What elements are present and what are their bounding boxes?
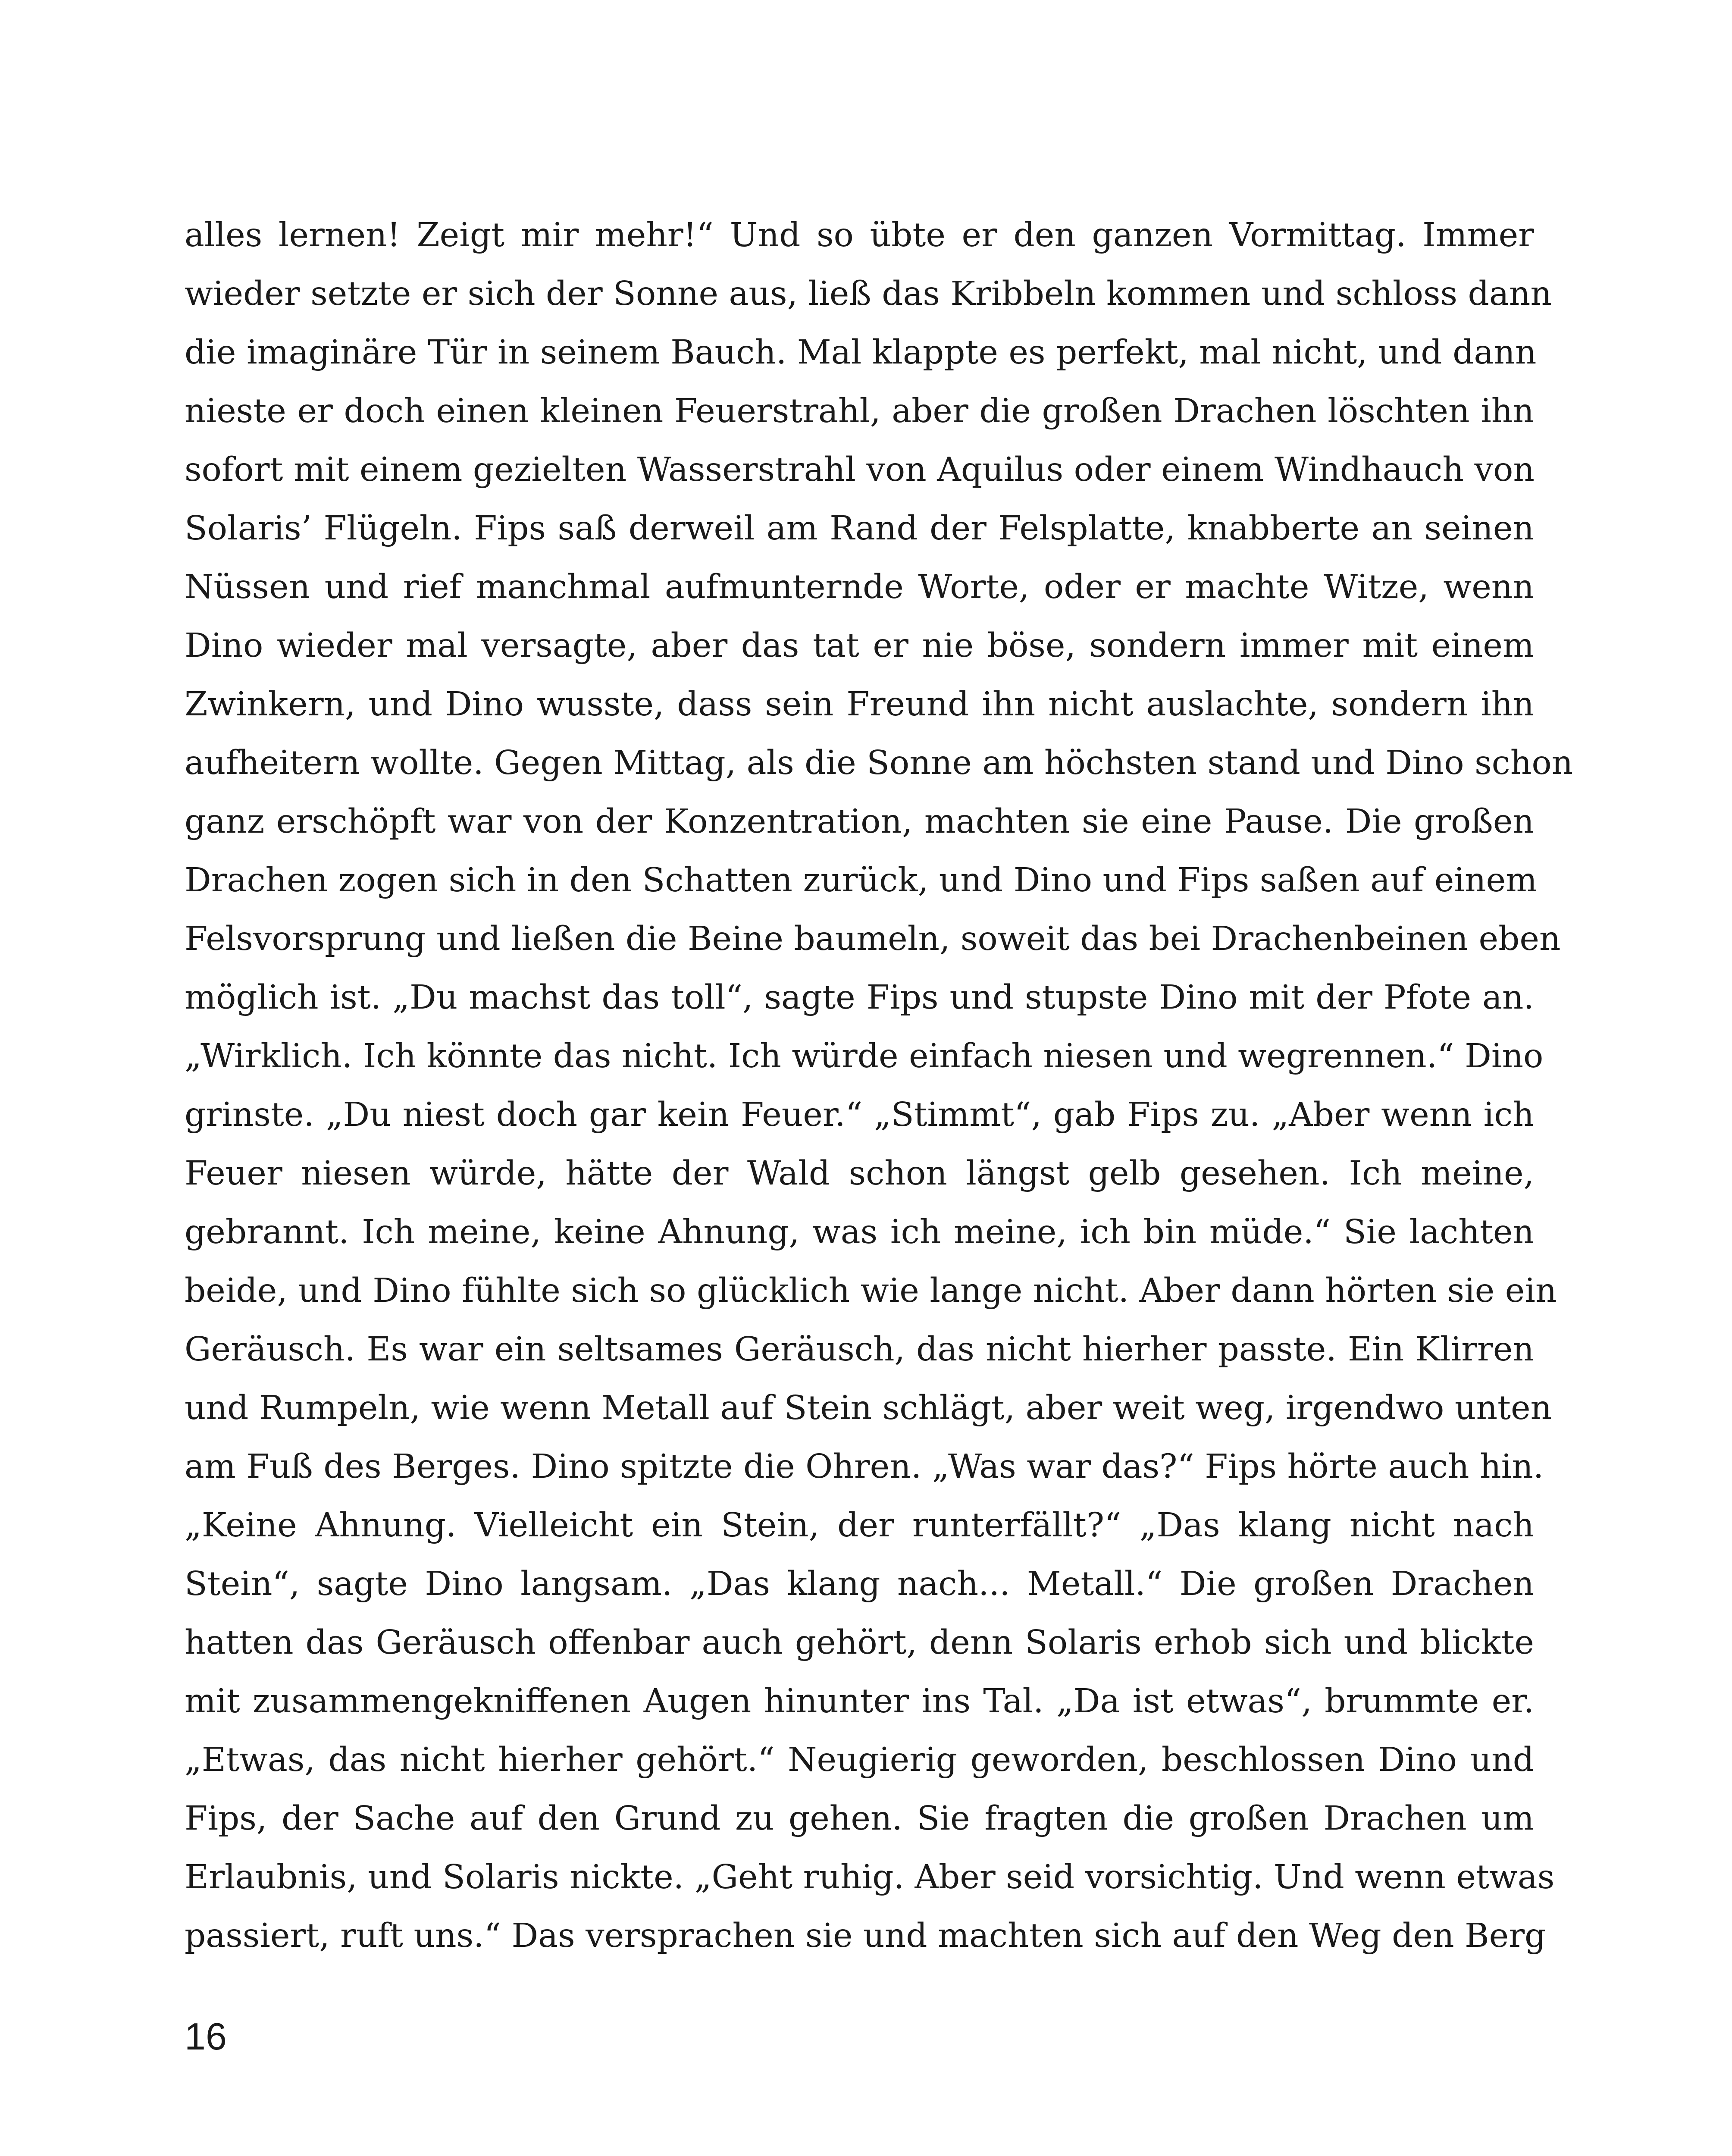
text-line: die imaginäre Tür in seinem Bauch. Mal klappte es perfekt, mal nicht, und dann — [185, 333, 1537, 372]
text-line: „Wirklich. Ich könnte das nicht. Ich würde einfach niesen und wegrennen.“ Dino — [185, 1037, 1544, 1075]
text-line: „Keine Ahnung. Vielleicht ein Stein, der runterfällt?“ „Das klang nicht nach — [185, 1506, 1534, 1545]
text-line: Stein“, sagte Dino langsam. „Das klang nach... Metall.“ Die großen Drachen — [185, 1565, 1534, 1603]
text-line: ganz erschöpft war von der Konzentration, machten sie eine Pause. Die großen — [185, 802, 1534, 841]
text-line: sofort mit einem gezielten Wasserstrahl von Aquilus oder einem Windhauch von — [185, 451, 1535, 489]
text-line: Feuer niesen würde, hätte der Wald schon längst gelb gesehen. Ich meine, — [185, 1154, 1534, 1193]
text-line: hatten das Geräusch offenbar auch gehört, denn Solaris erhob sich und blickte — [185, 1623, 1534, 1662]
text-line: Solaris’ Flügeln. Fips saß derweil am Rand der Felsplatte, knabberte an seinen — [185, 509, 1534, 548]
text-line: wieder setzte er sich der Sonne aus, ließ das Kribbeln kommen und schloss dann — [185, 275, 1552, 313]
text-line: Fips, der Sache auf den Grund zu gehen. Sie fragten die großen Drachen um — [185, 1799, 1534, 1838]
text-line: mit zusammengekniffenen Augen hinunter ins Tal. „Da ist etwas“, brummte er. — [185, 1682, 1534, 1720]
page-number: 16 — [185, 2015, 227, 2058]
text-line: möglich ist. „Du machst das toll“, sagte Fips und stupste Dino mit der Pfote an. — [185, 978, 1534, 1017]
text-line: aufheitern wollte. Gegen Mittag, als die Sonne am höchsten stand und Dino schon — [185, 744, 1573, 782]
text-line: Nüssen und rief manchmal aufmunternde Worte, oder er machte Witze, wenn — [185, 568, 1534, 606]
text-line: alles lernen! Zeigt mir mehr!“ Und so übte er den ganzen Vormittag. Immer — [185, 216, 1534, 254]
text-line: und Rumpeln, wie wenn Metall auf Stein schlägt, aber weit weg, irgendwo unten — [185, 1389, 1552, 1427]
text-line: beide, und Dino fühlte sich so glücklich wie lange nicht. Aber dann hörten sie ein — [185, 1272, 1557, 1310]
text-line: „Etwas, das nicht hierher gehört.“ Neugierig geworden, beschlossen Dino und — [185, 1741, 1534, 1779]
text-line: am Fuß des Berges. Dino spitzte die Ohren. „Was war das?“ Fips hörte auch hin. — [185, 1448, 1544, 1486]
text-line: passiert, ruft uns.“ Das versprachen sie und machten sich auf den Weg den Berg — [185, 1917, 1546, 1955]
text-line: grinste. „Du niest doch gar kein Feuer.“ „Stimmt“, gab Fips zu. „Aber wenn ich — [185, 1096, 1534, 1134]
text-line: gebrannt. Ich meine, keine Ahnung, was ich meine, ich bin müde.“ Sie lachten — [185, 1213, 1534, 1251]
text-line: Geräusch. Es war ein seltsames Geräusch, das nicht hierher passte. Ein Klirren — [185, 1330, 1534, 1369]
text-line: Drachen zogen sich in den Schatten zurück, und Dino und Fips saßen auf einem — [185, 861, 1538, 899]
body-text — [185, 206, 1573, 1965]
text-line: nieste er doch einen kleinen Feuerstrahl, aber die großen Drachen löschten ihn — [185, 392, 1534, 430]
text-line: Felsvorsprung und ließen die Beine baumeln, soweit das bei Drachenbeinen eben — [185, 920, 1561, 958]
text-line: Erlaubnis, und Solaris nickte. „Geht ruhig. Aber seid vorsichtig. Und wenn etwas — [185, 1858, 1555, 1896]
text-line: Zwinkern, und Dino wusste, dass sein Freund ihn nicht auslachte, sondern ihn — [185, 685, 1534, 724]
text-line: Dino wieder mal versagte, aber das tat er nie böse, sondern immer mit einem — [185, 627, 1534, 665]
